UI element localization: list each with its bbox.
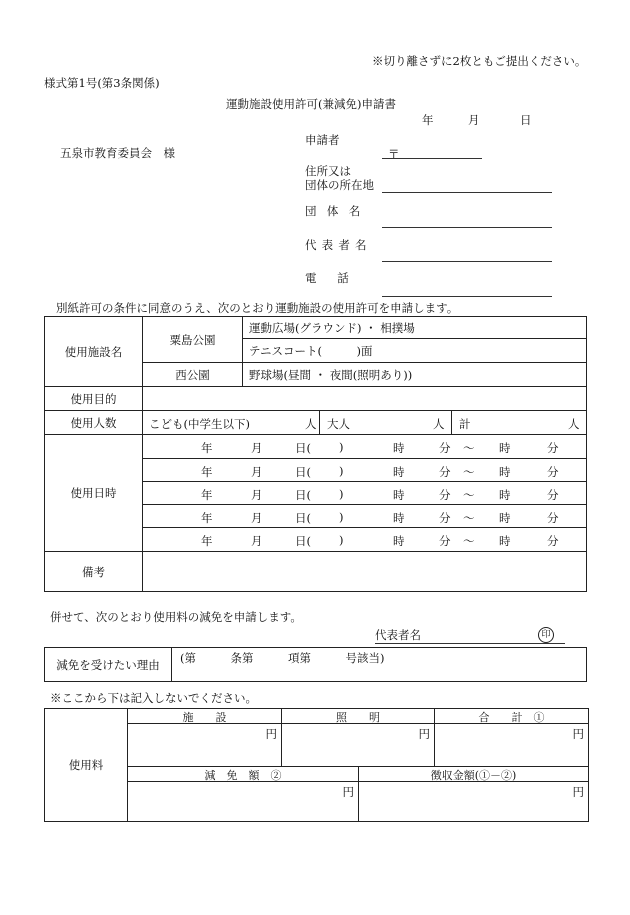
datetime-min-label: 分 bbox=[439, 441, 451, 455]
seal-mark: 印 bbox=[538, 627, 554, 643]
datetime-min-label: 分 bbox=[547, 534, 559, 548]
datetime-row[interactable] bbox=[143, 481, 586, 505]
datetime-hour-label: 時 bbox=[499, 465, 511, 479]
yen-unit: 円 bbox=[342, 785, 354, 799]
datetime-day-label: 日( bbox=[295, 441, 311, 455]
datetime-hour-label: 時 bbox=[393, 534, 405, 548]
total-unit: 人 bbox=[568, 416, 580, 431]
datetime-month-label: 月 bbox=[251, 534, 263, 548]
datetime-month-label: 月 bbox=[251, 441, 263, 455]
facility-label: 使用施設名 bbox=[45, 317, 143, 387]
park1-option-ground[interactable]: 運動広場(グラウンド) ・ 相撲場 bbox=[243, 317, 587, 339]
datetime-min-label: 分 bbox=[547, 441, 559, 455]
purpose-field[interactable] bbox=[143, 387, 587, 411]
facility-fee-header: 施 設 bbox=[128, 709, 282, 724]
park2-label: 西公園 bbox=[143, 363, 243, 387]
datetime-rows bbox=[143, 435, 587, 552]
form-number: 様式第1号(第3条関係) bbox=[44, 76, 160, 90]
datetime-month-label: 月 bbox=[251, 511, 263, 525]
park1-label: 粟島公園 bbox=[143, 317, 243, 363]
reduction-table bbox=[44, 647, 587, 682]
datetime-year-label: 年 bbox=[201, 511, 213, 525]
children-label: こども(中学生以下) bbox=[149, 416, 250, 431]
adults-label: 大人 bbox=[327, 416, 350, 431]
datetime-min-label: 分 bbox=[439, 534, 451, 548]
divider bbox=[319, 411, 320, 435]
application-table bbox=[44, 316, 587, 592]
datetime-min-label: 分 bbox=[547, 465, 559, 479]
reduction-reason-field[interactable]: (第 条第 項第 号該当) bbox=[172, 648, 587, 682]
people-count-row bbox=[143, 411, 587, 435]
addressee: 五泉市教育委員会 様 bbox=[60, 146, 175, 160]
applicant-label: 申請者 bbox=[305, 133, 340, 147]
datetime-day-label: 日( bbox=[295, 511, 311, 525]
collected-amount-header: 徴収金額(①－②) bbox=[359, 767, 588, 782]
postal-code-field[interactable] bbox=[382, 158, 482, 159]
org-name-field[interactable] bbox=[382, 227, 552, 228]
collected-amount-field[interactable] bbox=[359, 782, 588, 821]
total-fee-field[interactable] bbox=[435, 724, 588, 767]
datetime-close-label: ) bbox=[339, 440, 344, 454]
datetime-tilde-label: ～ bbox=[463, 534, 475, 548]
datetime-tilde-label: ～ bbox=[463, 488, 475, 502]
datetime-min-label: 分 bbox=[439, 511, 451, 525]
park1-option-tennis[interactable]: テニスコート( )面 bbox=[243, 339, 587, 363]
lighting-fee-field[interactable] bbox=[282, 724, 435, 767]
datetime-close-label: ) bbox=[339, 464, 344, 478]
yen-unit: 円 bbox=[572, 727, 584, 741]
total-label: 計 bbox=[459, 416, 471, 431]
postal-mark: 〒 bbox=[388, 147, 400, 161]
children-unit: 人 bbox=[305, 416, 317, 431]
datetime-month-label: 月 bbox=[251, 465, 263, 479]
remarks-label: 備考 bbox=[45, 552, 143, 592]
datetime-close-label: ) bbox=[339, 510, 344, 524]
fee-label: 使用料 bbox=[45, 709, 128, 821]
datetime-tilde-label: ～ bbox=[463, 441, 475, 455]
phone-field[interactable] bbox=[382, 296, 552, 297]
org-name-label: 団体名 bbox=[305, 204, 371, 218]
datetime-hour-label: 時 bbox=[393, 488, 405, 502]
datetime-hour-label: 時 bbox=[499, 441, 511, 455]
datetime-hour-label: 時 bbox=[393, 511, 405, 525]
datetime-day-label: 日( bbox=[295, 488, 311, 502]
datetime-min-label: 分 bbox=[547, 511, 559, 525]
date-month-label: 月 bbox=[468, 113, 480, 127]
datetime-hour-label: 時 bbox=[499, 511, 511, 525]
remarks-field[interactable] bbox=[143, 552, 587, 592]
datetime-hour-label: 時 bbox=[499, 534, 511, 548]
datetime-row[interactable] bbox=[143, 435, 586, 458]
datetime-year-label: 年 bbox=[201, 534, 213, 548]
datetime-min-label: 分 bbox=[439, 465, 451, 479]
datetime-row[interactable] bbox=[143, 527, 586, 551]
form-title: 運動施設使用許可(兼減免)申請書 bbox=[226, 97, 396, 111]
people-label: 使用人数 bbox=[45, 411, 143, 435]
datetime-day-label: 日( bbox=[295, 465, 311, 479]
yen-unit: 円 bbox=[418, 727, 430, 741]
reduction-intro: 併せて、次のとおり使用料の減免を申請します。 bbox=[50, 610, 302, 624]
datetime-hour-label: 時 bbox=[499, 488, 511, 502]
divider bbox=[451, 411, 452, 435]
datetime-hour-label: 時 bbox=[393, 441, 405, 455]
datetime-year-label: 年 bbox=[201, 441, 213, 455]
datetime-min-label: 分 bbox=[439, 488, 451, 502]
park2-option-baseball[interactable]: 野球場(昼間 ・ 夜間(照明あり)) bbox=[243, 363, 587, 387]
office-use-note: ※ここから下は記入しないでください。 bbox=[50, 691, 257, 705]
datetime-close-label: ) bbox=[339, 533, 344, 547]
adults-unit: 人 bbox=[433, 416, 445, 431]
datetime-close-label: ) bbox=[339, 487, 344, 501]
reduction-amount-header: 減 免 額 ② bbox=[128, 767, 359, 782]
address-label-2: 団体の所在地 bbox=[305, 178, 374, 192]
phone-label: 電話 bbox=[305, 271, 370, 285]
yen-unit: 円 bbox=[572, 785, 584, 799]
reduction-rep-field[interactable] bbox=[375, 643, 565, 644]
datetime-tilde-label: ～ bbox=[463, 465, 475, 479]
datetime-min-label: 分 bbox=[547, 488, 559, 502]
yen-unit: 円 bbox=[265, 727, 277, 741]
reduction-reason-label: 減免を受けたい理由 bbox=[45, 648, 172, 682]
datetime-day-label: 日( bbox=[295, 534, 311, 548]
date-year-label: 年 bbox=[422, 113, 434, 127]
purpose-label: 使用目的 bbox=[45, 387, 143, 411]
datetime-hour-label: 時 bbox=[393, 465, 405, 479]
submission-note: ※切り離さずに2枚ともご提出ください。 bbox=[372, 54, 587, 68]
rep-name-field[interactable] bbox=[382, 261, 552, 262]
datetime-row[interactable] bbox=[143, 504, 586, 528]
intro-text: 別紙許可の条件に同意のうえ、次のとおり運動施設の使用許可を申請します。 bbox=[56, 301, 459, 315]
total-fee-header: 合 計 ① bbox=[435, 709, 588, 724]
address-field[interactable] bbox=[382, 192, 552, 193]
datetime-month-label: 月 bbox=[251, 488, 263, 502]
rep-name-label: 代表者名 bbox=[305, 238, 372, 252]
datetime-year-label: 年 bbox=[201, 465, 213, 479]
datetime-tilde-label: ～ bbox=[463, 511, 475, 525]
datetime-row[interactable] bbox=[143, 458, 586, 482]
datetime-year-label: 年 bbox=[201, 488, 213, 502]
reduction-amount-field[interactable] bbox=[128, 782, 359, 821]
facility-fee-field[interactable] bbox=[128, 724, 282, 767]
address-label-1: 住所又は bbox=[305, 164, 351, 178]
reduction-rep-label: 代表者名 bbox=[375, 628, 421, 642]
fee-table bbox=[44, 708, 589, 822]
lighting-fee-header: 照 明 bbox=[282, 709, 435, 724]
date-day-label: 日 bbox=[520, 113, 532, 127]
datetime-label: 使用日時 bbox=[45, 435, 143, 552]
